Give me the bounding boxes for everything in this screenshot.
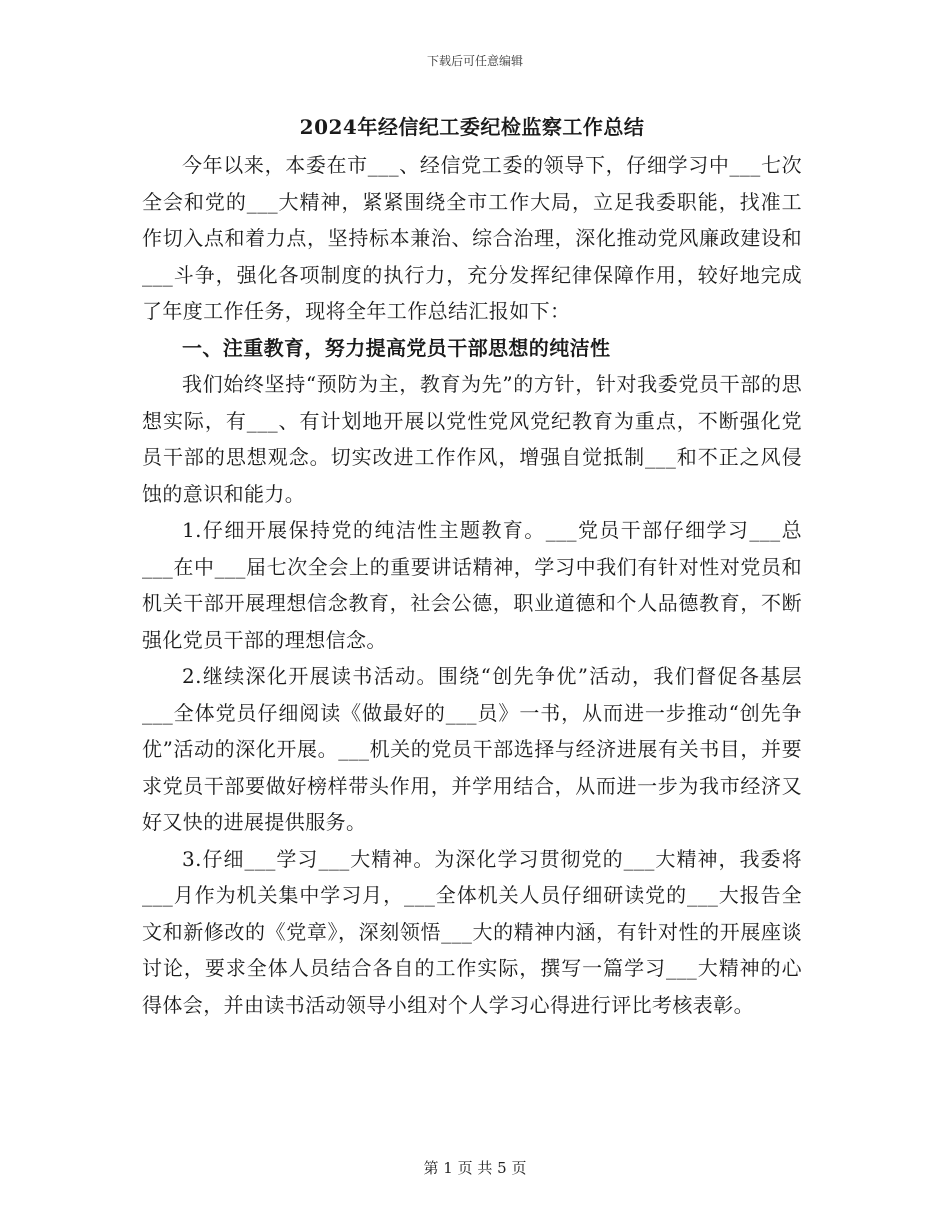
section-1-intro-paragraph: 我们始终坚持“预防为主，教育为先”的方针，针对我委党员干部的思想实际，有___、有计划地开展以党性党风党纪教育为重点，不断强化党员干部的思想观念。切实改进工作作风，增强自觉抵制___和不正之风侵蚀的意识和能力。 bbox=[142, 372, 802, 506]
intro-paragraph: 今年以来，本委在市___、经信党工委的领导下，仔细学习中___七次全会和党的___大精神，紧紧围绕全市工作大局，立足我委职能，找准工作切入点和着力点，坚持标本兼治、综合治理，深化推动党风廉政建设和___斗争，强化各项制度的执行力，充分发挥纪律保障作用，较好地完成了年度工作任务，现将全年工作总结汇报如下： bbox=[142, 153, 802, 323]
list-item-3: 3.仔细___学习___大精神。为深化学习贯彻党的___大精神，我委将___月作为机关集中学习月，___全体机关人员仔细研读党的___大报告全文和新修改的《党章》，深刻领悟___大的精神内涵，有针对性的开展座谈讨论，要求全体人员结合各自的工作实际，撰写一篇学习___大精神的心得体会，并由读书活动领导小组对个人学习心得进行评比考核表彰。 bbox=[142, 846, 802, 1017]
list-item-1: 1.仔细开展保持党的纯洁性主题教育。___党员干部仔细学习___总___在中___届七次全会上的重要讲话精神，学习中我们有针对性对党员和机关干部开展理想信念教育，社会公德，职业道德和个人品德教育，不断强化党员干部的理想信念。 bbox=[142, 518, 802, 652]
section-heading-1: 一、注重教育，努力提高党员干部思想的纯洁性 bbox=[182, 335, 611, 360]
page-number: 第 1 页 共 5 页 bbox=[423, 1159, 527, 1177]
document-title: 2024年经信纪工委纪检监察工作总结 bbox=[299, 115, 645, 139]
document-body bbox=[142, 111, 802, 1023]
list-item-2: 2.继续深化开展读书活动。围绕“创先争优”活动，我们督促各基层___全体党员仔细阅读《做最好的___员》一书，从而进一步推动“创先争优”活动的深化开展。___机关的党员干部选择与经济进展有关书目，并要求党员干部要做好榜样带头作用，并学用结合，从而进一步为我市经济又好又快的进展提供服务。 bbox=[142, 664, 802, 834]
page-header-note: 下载后可任意编辑 bbox=[426, 54, 523, 68]
